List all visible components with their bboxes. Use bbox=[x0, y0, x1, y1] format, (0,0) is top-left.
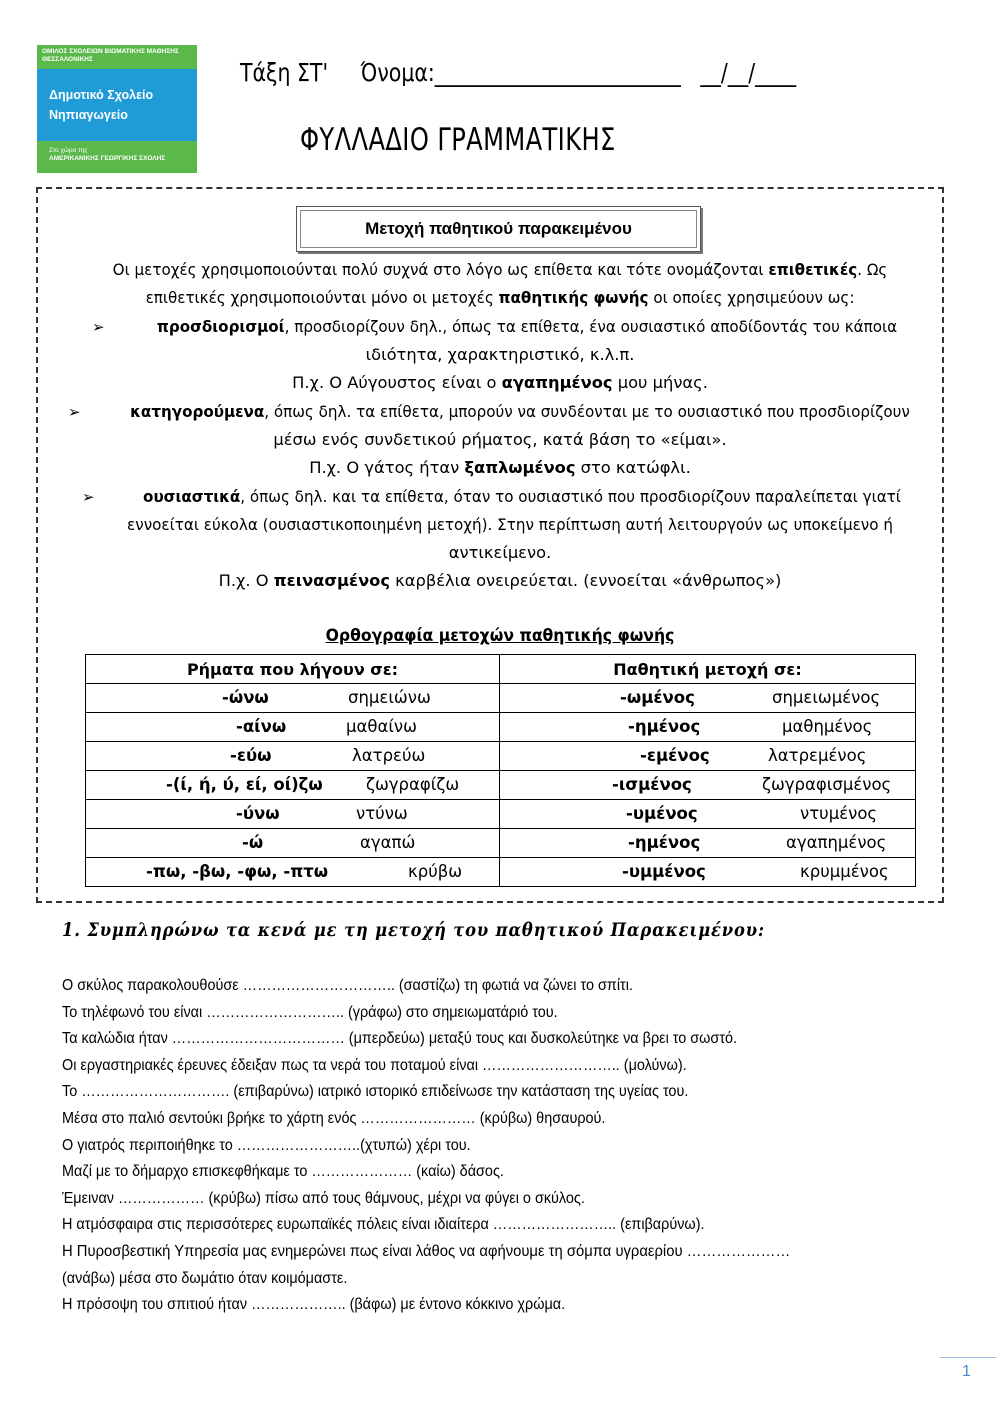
participle-example: αγαπημένος bbox=[786, 833, 887, 852]
bullet-icon: ➢ bbox=[68, 404, 81, 421]
verb-suffix: -αίνω bbox=[236, 717, 287, 736]
bullet-icon: ➢ bbox=[82, 489, 95, 506]
verb-example: σημειώνω bbox=[348, 688, 431, 707]
bullet-2-line-1: κατηγορούμενα, όπως δηλ. τα επίθετα, μπορούν να συνδέονται με το ουσιαστικό που προσδιορίζουν bbox=[130, 402, 910, 421]
verb-example: ζωγραφίζω bbox=[366, 775, 460, 794]
participle-example: λατρεμένος bbox=[768, 746, 867, 765]
logo-school-name: Δημοτικό Σχολείο Νηπιαγωγείο bbox=[49, 88, 154, 122]
verb-example: λατρεύω bbox=[352, 746, 426, 765]
page-title: ΦΥΛΛΑΔΙΟ ΓΡΑΜΜΑΤΙΚΗΣ bbox=[300, 122, 616, 158]
exercise-sentence[interactable]: Η Πυροσβεστική Υπηρεσία μας ενημερώνει πως είναι λάθος να αφήνουμε τη σόμπα υγραερίου ………………… bbox=[62, 1243, 791, 1260]
table-row bbox=[86, 771, 916, 800]
verb-example: ντύνω bbox=[356, 804, 408, 823]
exercise-sentence[interactable]: Το …………………………. (επιβαρύνω) ιατρικό ιστορικό επιδείνωσε την κατάσταση της υγείας του. bbox=[62, 1083, 689, 1101]
date-field[interactable]: __/__/____ bbox=[700, 58, 797, 87]
student-info-line bbox=[240, 58, 796, 87]
exercise-sentence[interactable]: Μαζί με το δήμαρχο επισκεφθήκαμε το ………………… (καίω) δάσος. bbox=[62, 1163, 504, 1181]
verb-suffix: -ώνω bbox=[222, 688, 269, 707]
participle-example: μαθημένος bbox=[782, 717, 873, 736]
footer-rule bbox=[940, 1357, 996, 1358]
table-header-participles: Παθητική μετοχή σε: bbox=[500, 655, 916, 684]
table-row bbox=[86, 858, 916, 887]
exercise-sentence[interactable]: (ανάβω) μέσα στο δωμάτιο όταν κοιμόμαστε. bbox=[62, 1269, 348, 1287]
table-row bbox=[86, 800, 916, 829]
participle-suffix: -ημένος bbox=[628, 717, 701, 736]
participle-example: ζωγραφισμένος bbox=[762, 775, 892, 794]
exercise-sentence[interactable]: Η ατμόσφαιρα στις περισσότερες ευρωπαϊκές πόλεις είναι ιδιαίτερα …………………….. (επιβαρύνω). bbox=[62, 1216, 705, 1234]
exercise-sentence[interactable]: Μέσα στο παλιό σεντούκι βρήκε το χάρτη ενός …………………… (κρύβω) θησαυρού. bbox=[62, 1110, 606, 1127]
participle-example: κρυμμένος bbox=[800, 862, 889, 881]
verb-suffix: -εύω bbox=[230, 746, 272, 765]
table-row bbox=[86, 713, 916, 742]
bullet-3-line-3: αντικείμενο. bbox=[448, 543, 552, 562]
example-2: Π.χ. Ο γάτος ήταν ξαπλωμένος στο κατώφλι. bbox=[309, 458, 691, 477]
logo-bottom-text: Στο χώρο της ΑΜΕΡΙΚΑΝΙΚΗΣ ΓΕΩΡΓΙΚΗΣ ΣΧΟΛΗΣ bbox=[49, 147, 166, 162]
name-label: Όνομα: bbox=[360, 58, 435, 87]
exercise-sentence[interactable]: Οι εργαστηριακές έρευνες έδειξαν πως τα νερά του ποταμού είναι ……………………….. (μολύνω). bbox=[62, 1056, 687, 1074]
bullet-3-line-1: ουσιαστικά, όπως δηλ. και τα επίθετα, όταν το ουσιαστικό που προσδιορίζουν παραλείπεται γιατί bbox=[143, 487, 901, 506]
table-row bbox=[86, 742, 916, 771]
exercise-sentence[interactable]: Ο σκύλος παρακολουθούσε ………………………….. (σαστίζω) τη φωτιά να ζώνει το σπίτι. bbox=[62, 977, 633, 994]
bullet-1-line-2: ιδιότητα, χαρακτηριστικό, κ.λ.π. bbox=[365, 345, 635, 364]
bullet-2-line-2: μέσω ενός συνδετικού ρήματος, κατά βάση το «είμαι». bbox=[273, 430, 727, 449]
participle-suffix: -εμένος bbox=[640, 746, 710, 765]
bullet-icon: ➢ bbox=[92, 319, 105, 336]
table-row bbox=[86, 829, 916, 858]
participle-suffix: -ισμένος bbox=[612, 775, 692, 794]
verb-suffix: -πω, -βω, -φω, -πτω bbox=[146, 862, 329, 881]
bullet-3-line-2: εννοείται εύκολα (ουσιαστικοποιημένη μετοχή). Στην περίπτωση αυτή λειτουργούν ως υποκείμενο ή bbox=[127, 515, 893, 534]
exercise-sentence[interactable]: Τα καλώδια ήταν ……………………………… (μπερδεύω) μεταξύ τους και δυσκολεύτηκε να βρει το σωστό. bbox=[62, 1030, 738, 1048]
verb-suffix: -ύνω bbox=[236, 804, 280, 823]
logo-top-text: ΟΜΙΛΟΣ ΣΧΟΛΕΙΩΝ ΒΙΩΜΑΤΙΚΗΣ ΜΑΘΗΣΗΣ ΘΕΣΣΑΛΟΝΙΚΗΣ bbox=[42, 48, 179, 63]
example-3: Π.χ. Ο πεινασμένος καρβέλια ονειρεύεται. (εννοείται «άνθρωπος») bbox=[218, 571, 782, 590]
class-label: Τάξη ΣΤ' bbox=[240, 58, 329, 87]
verb-example: κρύβω bbox=[408, 862, 463, 881]
exercise-sentence[interactable]: Έμειναν ……………… (κρύβω) πίσω από τους θάμνους, μέχρι να φύγει ο σκύλος. bbox=[62, 1189, 585, 1207]
page-number: 1 bbox=[962, 1363, 971, 1380]
table-row bbox=[86, 684, 916, 713]
example-1: Π.χ. Ο Αύγουστος είναι ο αγαπημένος μου μήνας. bbox=[292, 373, 708, 392]
name-field[interactable]: ________________________ bbox=[434, 58, 681, 87]
participle-suffix: -ωμένος bbox=[620, 688, 695, 707]
participle-example: ντυμένος bbox=[800, 804, 878, 823]
table-title: Ορθογραφία μετοχών παθητικής φωνής bbox=[325, 626, 675, 646]
verb-suffix: -ώ bbox=[242, 833, 264, 852]
exercise-sentence[interactable]: Ο γιατρός περιποιήθηκε το ……………………..(χτυπώ) χέρι του. bbox=[62, 1136, 471, 1154]
verb-example: μαθαίνω bbox=[346, 717, 417, 736]
participle-example: σημειωμένος bbox=[772, 688, 881, 707]
school-logo bbox=[37, 45, 197, 173]
verb-suffix: -(ί, ή, ύ, εί, οί)ζω bbox=[166, 775, 323, 794]
exercise-sentence[interactable]: Το τηλέφωνό του είναι ……………………….. (γράφω) στο σημειωματάριό του. bbox=[62, 1003, 558, 1021]
verb-example: αγαπώ bbox=[360, 833, 416, 852]
participle-suffix: -ημένος bbox=[628, 833, 701, 852]
participle-suffix: -υμμένος bbox=[622, 862, 706, 881]
exercise-sentence[interactable]: Η πρόσοψη του σπιτιού ήταν ……………….. (βάφω) με έντονο κόκκινο χρώμα. bbox=[62, 1296, 566, 1314]
participle-suffix: -υμένος bbox=[626, 804, 698, 823]
intro-line-2: επιθετικές χρησιμοποιούνται μόνο οι μετοχές παθητικής φωνής οι οποίες χρησιμεύουν ως: bbox=[145, 288, 855, 307]
section-title-box: Μετοχή παθητικού παρακειμένου bbox=[296, 206, 701, 252]
table-header-verbs: Ρήματα που λήγουν σε: bbox=[86, 655, 500, 684]
intro-line-1: Οι μετοχές χρησιμοποιούνται πολύ συχνά στο λόγο ως επίθετα και τότε ονομάζονται επιθετικές. Ως bbox=[112, 260, 888, 279]
bullet-1-line-1: προσδιορισμοί, προσδιορίζουν δηλ., όπως τα επίθετα, ένα ουσιαστικό αποδίδοντάς του κάποια bbox=[156, 317, 898, 336]
spelling-table bbox=[85, 654, 916, 887]
exercise-title: 1. Συμπληρώνω τα κενά με τη μετοχή του παθητικού Παρακειμένου: bbox=[62, 919, 765, 941]
